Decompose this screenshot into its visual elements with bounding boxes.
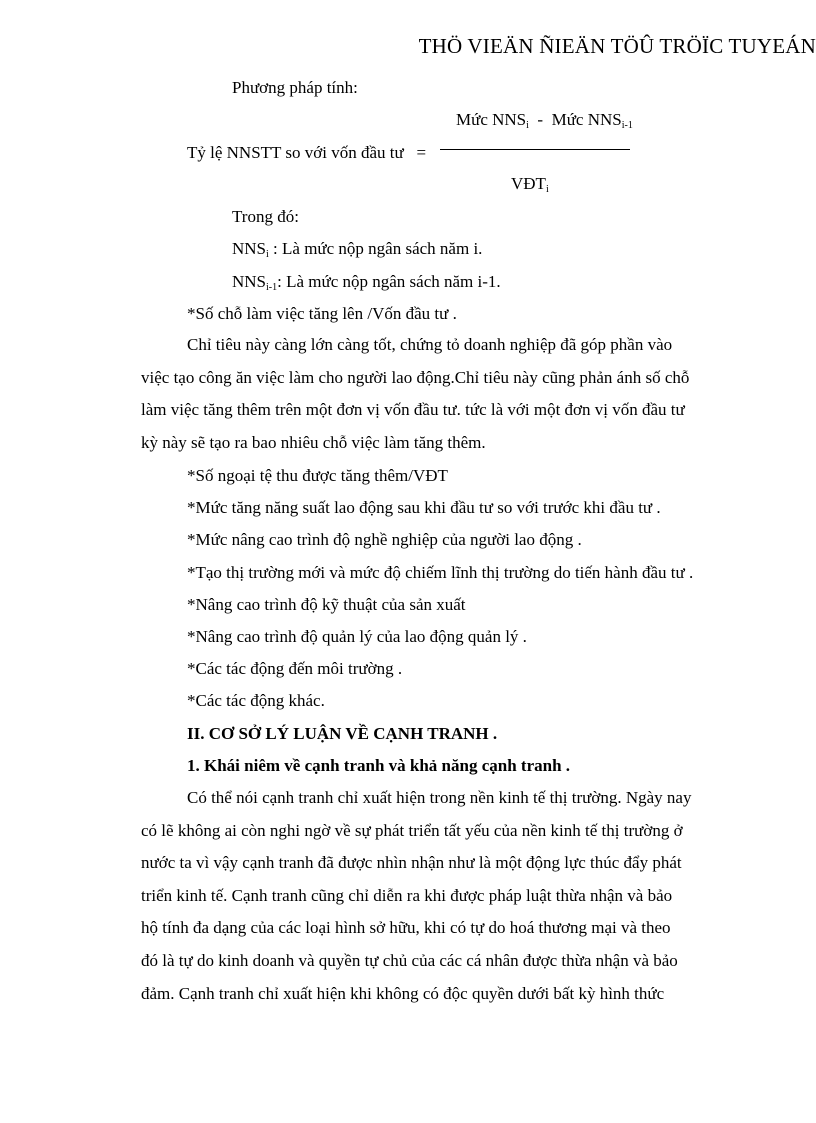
denominator-term: VĐT: [511, 174, 546, 193]
def1-text: : Là mức nộp ngân sách năm i.: [268, 239, 483, 258]
formula-intro: Phương pháp tính:: [232, 78, 358, 97]
definition-1: [232, 239, 482, 259]
def1-sub: i: [266, 249, 269, 260]
list-item: *Mức nâng cao trình độ nghề nghiệp của người lao động .: [187, 530, 582, 549]
definition-2: [232, 272, 501, 292]
list-item: *Các tác động khác.: [187, 691, 325, 710]
numerator-term-a-sub: i: [526, 120, 529, 131]
formula-denominator: [511, 174, 549, 194]
list-item: *Tạo thị trường mới và mức độ chiếm lĩnh thị trường do tiến hành đầu tư .: [187, 563, 694, 582]
paragraph-2-line-6: đó là tự do kinh doanh và quyền tự chủ của các cá nhân được thừa nhận và bảo: [141, 950, 678, 970]
paragraph-2-line-7: đảm. Cạnh tranh chỉ xuất hiện khi không có độc quyền dưới bất kỳ hình thức: [141, 983, 665, 1003]
def2-text: : Là mức nộp ngân sách năm i-1.: [277, 272, 501, 291]
paragraph-2-line-2: có lẽ không ai còn nghi ngờ về sự phát triển tất yếu của nền kinh tế thị trường ở: [141, 820, 683, 840]
paragraph-2-line-3: nước ta vì vậy cạnh tranh đã được nhìn nhận như là một động lực thúc đẩy phát: [141, 853, 682, 873]
formula-lhs-text: Tỷ lệ NNSTT so với vốn đầu tư: [187, 143, 404, 162]
def2-sub: i-1: [266, 282, 278, 293]
list-item: *Các tác động đến môi trường .: [187, 659, 403, 678]
numerator-term-b-sub: i-1: [621, 120, 633, 131]
list-item: *Số ngoại tệ thu được tăng thêm/VĐT: [187, 466, 448, 485]
equals-sign: =: [416, 143, 427, 162]
paragraph-2: [141, 782, 715, 1010]
paragraph-2-line-4: triển kinh tế. Cạnh tranh cũng chỉ diễn ra khi được pháp luật thừa nhận và bảo: [141, 885, 673, 905]
formula-lhs: [187, 143, 426, 163]
def2-term: NNS: [232, 272, 267, 291]
paragraph-1-line-4: kỳ này sẽ tạo ra bao nhiêu chỗ việc làm tăng thêm.: [141, 432, 486, 452]
section-heading: II. CƠ SỞ LÝ LUẬN VỀ CẠNH TRANH .: [187, 724, 498, 743]
paragraph-2-line-5: hộ tính đa dạng của các loại hình sở hữu, khi có tự do hoá thương mại và theo: [141, 918, 671, 938]
paragraph-2-line-1: Có thể nói cạnh tranh chỉ xuất hiện trong nền kinh tế thị trường. Ngày nay: [187, 788, 692, 807]
paragraph-1-line-3: làm việc tăng thêm trên một đơn vị vốn đầu tư. tức là với một đơn vị vốn đầu tư: [141, 400, 685, 420]
def1-term: NNS: [232, 239, 267, 258]
list-item: *Nâng cao trình độ kỹ thuật của sản xuất: [187, 595, 466, 614]
where-label: Trong đó:: [232, 207, 299, 226]
numerator-term-b: Mức NNS: [551, 110, 622, 129]
formula-numerator: [456, 110, 633, 130]
page-header: THÖ VIEÄN ÑIEÄN TÖÛ TRÖÏC TUYEÁN: [418, 34, 816, 58]
numerator-term-a: Mức NNS: [456, 110, 527, 129]
paragraph-1-line-1: Chỉ tiêu này càng lớn càng tốt, chứng tỏ doanh nghiệp đã góp phần vào: [187, 335, 673, 354]
list-item: *Mức tăng năng suất lao động sau khi đầu tư so với trước khi đầu tư .: [187, 498, 661, 517]
list-item: *Nâng cao trình độ quản lý của lao động quản lý .: [187, 627, 527, 646]
item-jobs: *Số chỗ làm việc tăng lên /Vốn đầu tư .: [187, 304, 457, 323]
paragraph-1: [141, 329, 715, 459]
denominator-sub: i: [545, 184, 549, 195]
minus-sign: -: [537, 110, 544, 129]
subsection-heading: 1. Khái niêm về cạnh tranh và khả năng cạnh tranh .: [187, 756, 571, 775]
paragraph-1-line-2: việc tạo công ăn việc làm cho người lao động.Chỉ tiêu này cũng phản ánh số chỗ: [141, 367, 690, 387]
fraction-bar: [440, 149, 630, 150]
